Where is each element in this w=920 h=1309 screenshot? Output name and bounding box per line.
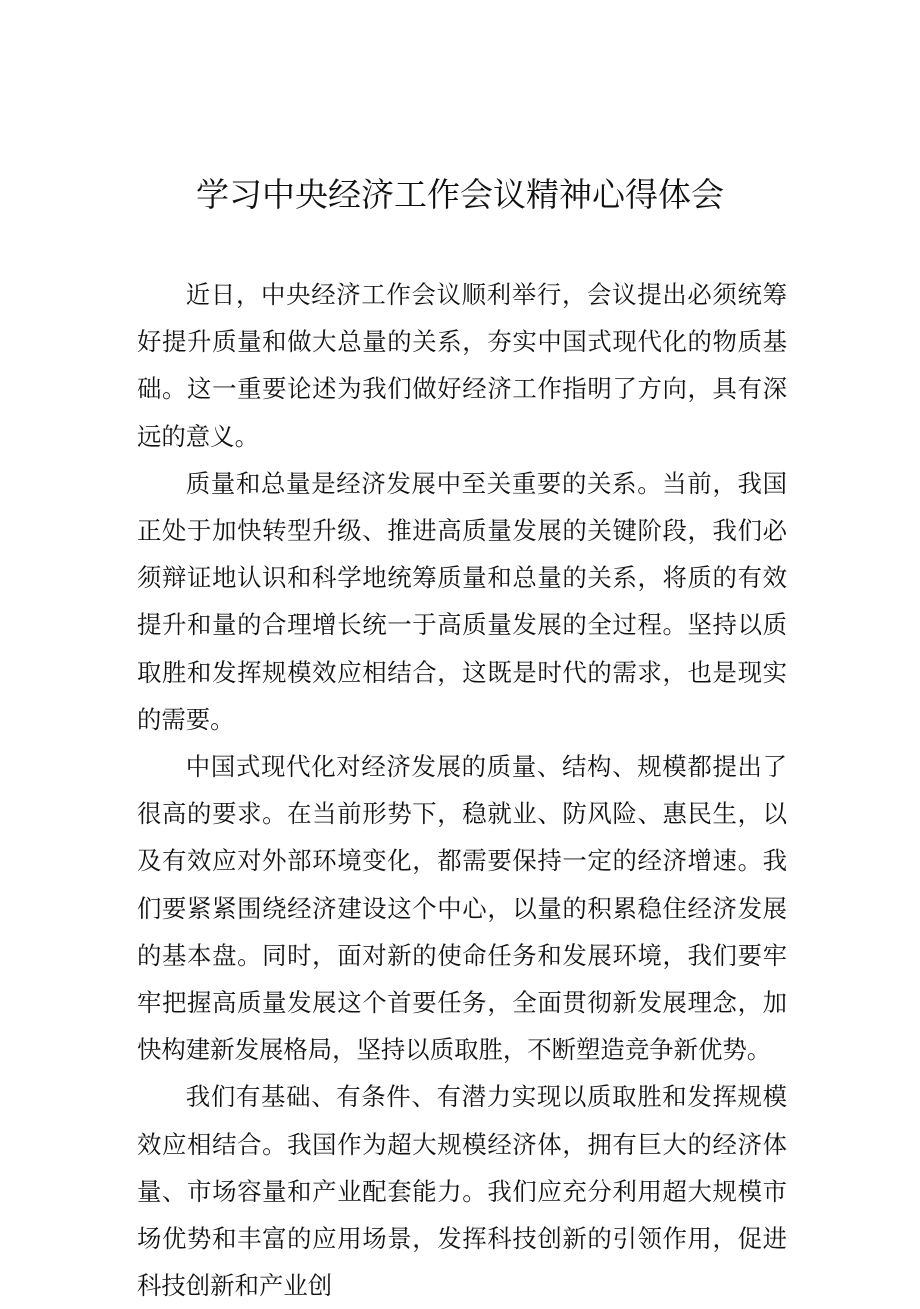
paragraph-2: 质量和总量是经济发展中至关重要的关系。当前，我国正处于加快转型升级、推进高质量发展的关键阶段，我们必须辩证地认识和科学地统筹质量和总量的关系，将质的有效提升和量的合理增长统一于高质量发展的全过程。坚持以质取胜和发挥规模效应相结合，这既是时代的需求，也是现实的需要。 [137,468,787,734]
document-title: 学习中央经济工作会议精神心得体会 [196,175,724,214]
paragraph-1: 近日，中央经济工作会议顺利举行，会议提出必须统筹好提升质量和做大总量的关系，夯实中国式现代化的物质基础。这一重要论述为我们做好经济工作指明了方向，具有深远的意义。 [137,280,787,451]
document-body [137,271,787,1309]
paragraph-3: 中国式现代化对经济发展的质量、结构、规模都提出了很高的要求。在当前形势下，稳就业、防风险、惠民生，以及有效应对外部环境变化，都需要保持一定的经济增速。我们要紧紧围绕经济建设这个中心，以量的积累稳住经济发展的基本盘。同时，面对新的使命任务和发展环境，我们要牢牢把握高质量发展这个首要任务，全面贯彻新发展理念，加快构建新发展格局，坚持以质取胜，不断塑造竞争新优势。 [137,752,787,1065]
paragraph-4: 我们有基础、有条件、有潜力实现以质取胜和发挥规模效应相结合。我国作为超大规模经济体，拥有巨大的经济体量、市场容量和产业配套能力。我们应充分利用超大规模市场优势和丰富的应用场景，发挥科技创新的引领作用，促进科技创新和产业创 [137,1082,787,1301]
